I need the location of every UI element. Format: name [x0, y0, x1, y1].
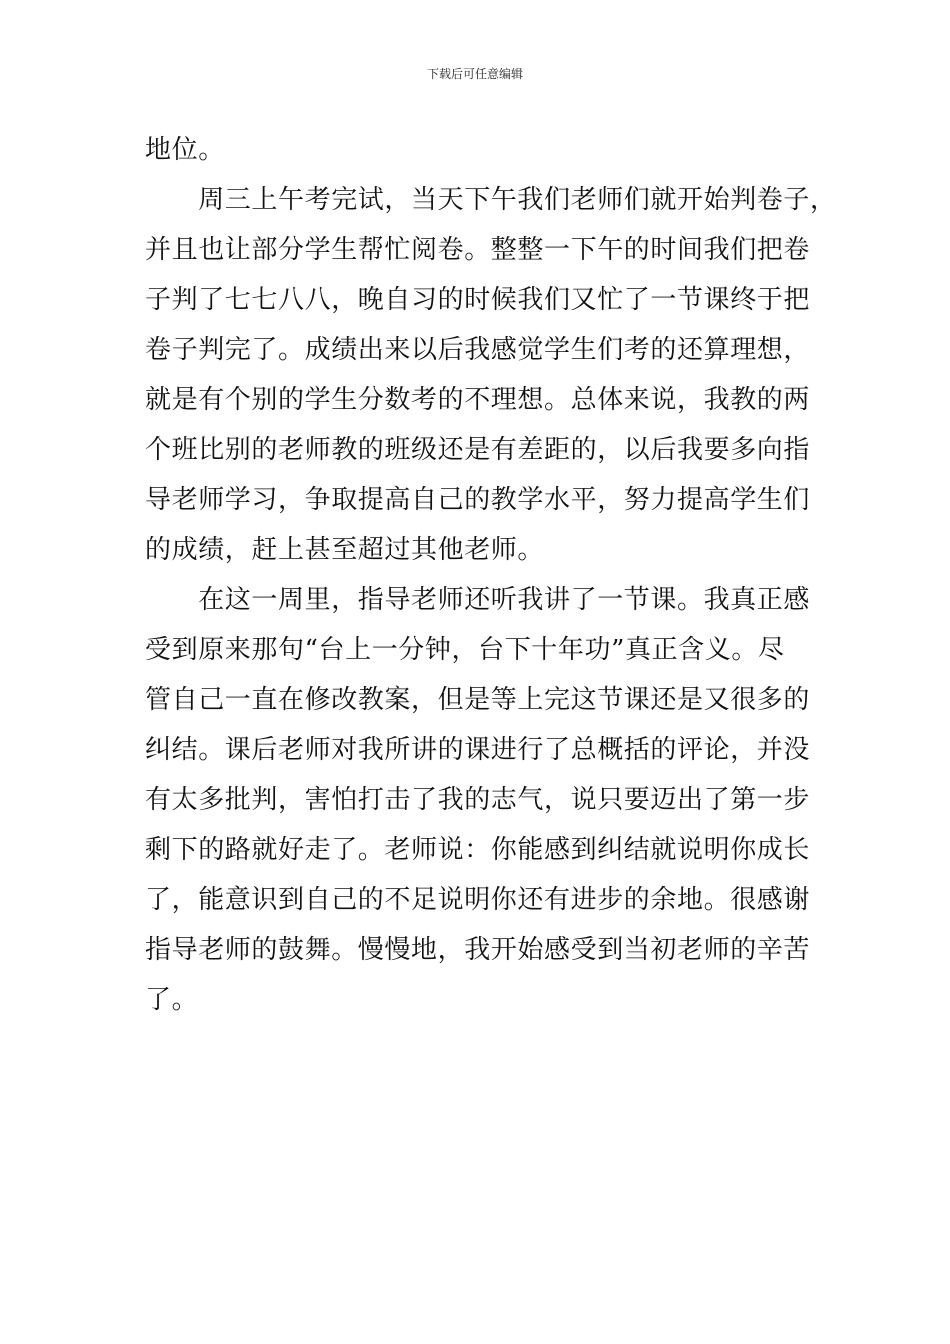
text-line: 个班比别的老师教的班级还是有差距的，以后我要多向指: [145, 435, 811, 465]
text-line: 就是有个别的学生分数考的不理想。总体来说，我教的两: [145, 385, 811, 415]
text-line: 有太多批判，害怕打击了我的志气，说只要迈出了第一步: [145, 785, 811, 815]
page-header: 下载后可任意编辑: [426, 67, 523, 81]
text-line: 纠结。课后老师对我所讲的课进行了总概括的评论，并没: [145, 735, 811, 765]
text-line: 并且也让部分学生帮忙阅卷。整整一下午的时间我们把卷: [145, 235, 811, 265]
text-line: 子判了七七八八，晚自习的时候我们又忙了一节课终于把: [145, 285, 811, 315]
text-line: 周三上午考完试，当天下午我们老师们就开始判卷子，: [145, 185, 837, 215]
text-line: 地位。: [145, 135, 225, 165]
text-line: 在这一周里，指导老师还听我讲了一节课。我真正感: [145, 585, 811, 615]
text-line: 受到原来那句“台上一分钟，台下十年功”真正含义。尽: [145, 635, 785, 665]
text-line: 了。: [145, 985, 199, 1015]
text-line: 指导老师的鼓舞。慢慢地，我开始感受到当初老师的辛苦: [145, 935, 811, 965]
text-line: 了，能意识到自己的不足说明你还有进步的余地。很感谢: [145, 885, 811, 915]
text-line: 管自己一直在修改教案，但是等上完这节课还是又很多的: [145, 685, 811, 715]
text-line: 的成绩，赶上甚至超过其他老师。: [145, 535, 545, 565]
text-line: 剩下的路就好走了。老师说：你能感到纠结就说明你成长: [145, 835, 811, 865]
text-line: 卷子判完了。成绩出来以后我感觉学生们考的还算理想，: [145, 335, 811, 365]
text-line: 导老师学习，争取提高自己的教学水平，努力提高学生们: [145, 485, 811, 515]
